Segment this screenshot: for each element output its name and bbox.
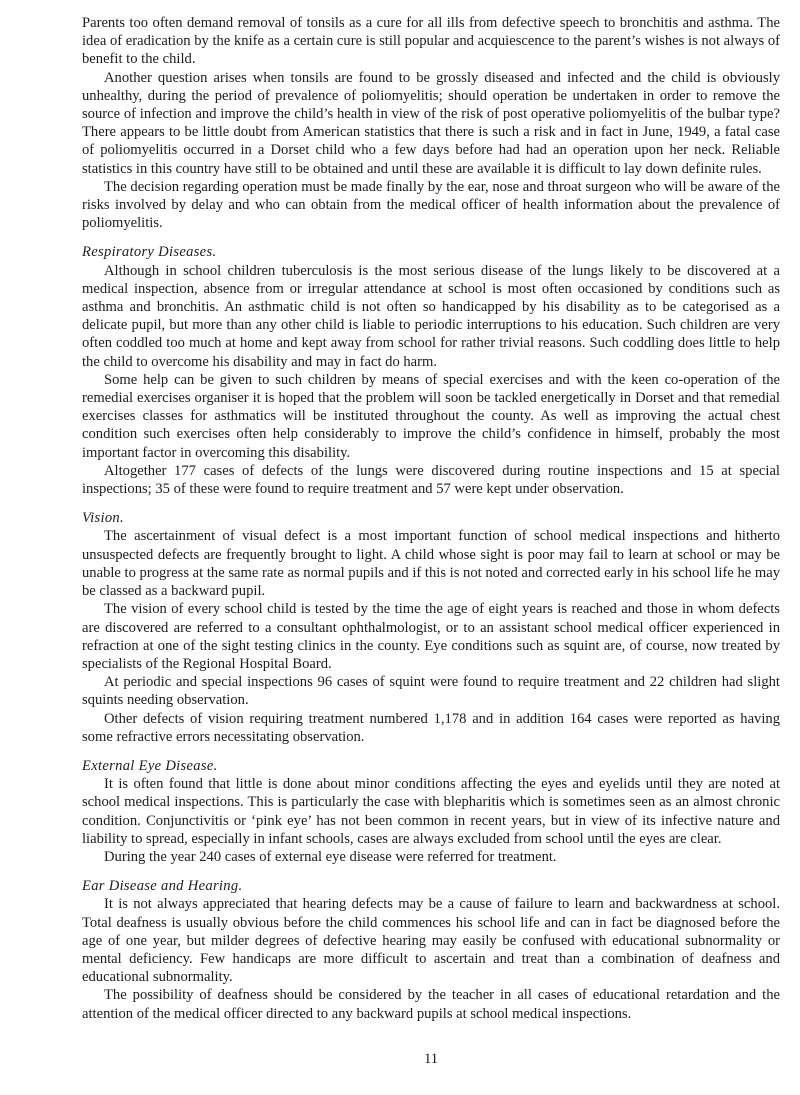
respiratory-paragraph-2: Some help can be given to such children by means of special exercises and with the keen co-operation of the remedial exercises organiser it is hoped that the problem will soon be tackled energetically in Dorset and that remedial exercises classes for asthmatics will be instituted throughout the county. As well as improving the actual chest condition such exercises often help considerably to improve the child’s confidence in himself, probably the most important factor in overcoming this disability. — [82, 371, 780, 461]
intro-paragraph-1: Parents too often demand removal of tonsils as a cure for all ills from defective speech to bronchitis and asthma. The idea of eradication by the knife as a certain cure is still popular and acquiescence to the parent’s wishes is not always of benefit to the child. — [82, 15, 780, 68]
respiratory-heading: Respiratory Diseases. — [82, 244, 217, 261]
respiratory-section — [82, 243, 780, 498]
respiratory-paragraph-1: Although in school children tuberculosis is the most serious disease of the lungs likely to be discovered at a medical inspection, absence from or irregular attendance at school is most often occasioned by conditions such as asthma and bronchitis. An asthmatic child is not often so handicapped by his disability as to be categorised as a delicate pupil, but more than any other child is liable to periodic interruptions to his education. Such children are very often coddled too much at home and kept away from school for rather trivial reasons. Such coddling does little to help the child to overcome his disability and may in fact do harm. — [82, 262, 780, 370]
intro-section — [82, 14, 780, 232]
ear-section — [82, 877, 780, 1023]
external-eye-heading: External Eye Disease. — [82, 757, 218, 774]
ear-heading: Ear Disease and Hearing. — [82, 878, 243, 895]
vision-paragraph-1: The ascertainment of visual defect is a most important function of school medical inspections and hitherto unsuspected defects are frequently brought to light. A child whose sight is poor may fail to learn at school or may be unable to progress at the same rate as normal pupils and if this is not noted and corrected early in his school life he may be classed as a backward pupil. — [82, 528, 780, 600]
external-eye-paragraph-1: It is often found that little is done about minor conditions affecting the eyes and eyelids until they are noted at school medical inspections. This is particularly the case with blepharitis which is sometimes seen as an almost chronic condition. Conjunctivitis or ‘pink eye’ has not been common in recent years, but in view of its infective nature and liability to spread, especially in infant schools, cases are always excluded from school until the eyes are clear. — [82, 776, 780, 847]
ear-paragraph-2: The possibility of deafness should be considered by the teacher in all cases of educational retardation and the attention of the medical officer directed to any backward pupils at school medical inspections. — [82, 987, 780, 1022]
vision-paragraph-4: Other defects of vision requiring treatment numbered 1,178 and in addition 164 cases were reported as having some refractive errors necessitating observation. — [82, 710, 780, 745]
vision-paragraph-3: At periodic and special inspections 96 cases of squint were found to require treatment and 22 children had slight squints needing observation. — [82, 674, 780, 709]
vision-heading: Vision. — [82, 510, 124, 527]
ear-paragraph-1: It is not always appreciated that hearing defects may be a cause of failure to learn and backwardness at school. Total deafness is usually obvious before the child commences his school life and can in fact be diagnosed before the age of one year, but milder degrees of defective hearing may easily be confused with educational subnormality or mental deficiency. Few handicaps are more difficult to ascertain and treat than a combination of deafness and educational subnormality. — [82, 896, 780, 986]
external-eye-section — [82, 757, 780, 866]
intro-paragraph-3: The decision regarding operation must be made finally by the ear, nose and throat surgeon who will be aware of the risks involved by delay and who can obtain from the medical officer of health information about the prevalence of poliomyelitis. — [82, 178, 780, 232]
page-number: 11 — [423, 1051, 439, 1067]
external-eye-paragraph-2: During the year 240 cases of external eye disease were referred for treatment. — [104, 848, 557, 865]
intro-paragraph-2: Another question arises when tonsils are found to be grossly diseased and infected and the child is obviously unhealthy, during the period of prevalence of poliomyelitis; should operation be undertaken in order to remove the source of infection and improve the child’s health in view of the risk of post operative poliomyelitis of the bulbar type? There appears to be little doubt from American statistics that there is such a risk and in fact in June, 1949, a fatal case of poliomyelitis occurred in a Dorset child who a few days before had had an operation upon her neck. Reliable statistics in this country have still to be obtained and until these are available it is difficult to lay down definite rules. — [82, 69, 780, 177]
vision-paragraph-2: The vision of every school child is tested by the time the age of eight years is reached and those in whom defects are discovered are referred to a consultant ophthalmologist, or to an assistant school medical officer experienced in refraction at one of the sight testing clinics in the county. Eye conditions such as squint are, of course, now treated by specialists of the Regional Hospital Board. — [82, 601, 780, 672]
vision-section — [82, 509, 780, 746]
respiratory-paragraph-3: Altogether 177 cases of defects of the lungs were discovered during routine inspections and 15 at special inspections; 35 of these were found to require treatment and 57 were kept under observation. — [82, 462, 780, 498]
